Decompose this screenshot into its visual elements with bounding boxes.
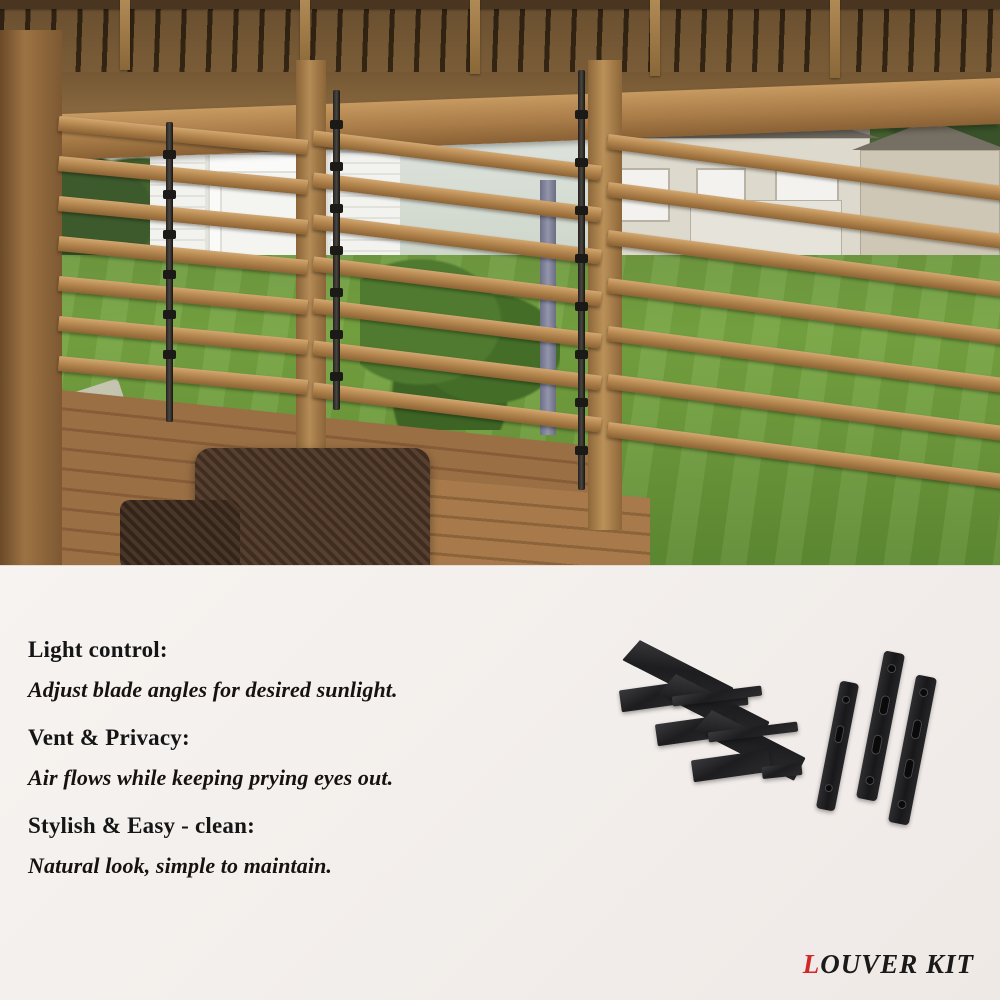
strip-hole (841, 695, 850, 704)
louver-control-rod (578, 70, 585, 490)
strip-slot (903, 758, 916, 779)
louver-rod-clip (575, 206, 588, 215)
louver-rod-clip (575, 158, 588, 167)
rafter (470, 0, 480, 74)
strip-hole (886, 663, 897, 674)
louver-rod-clip (575, 254, 588, 263)
feature-list (28, 637, 588, 901)
louver-rod-clip (575, 350, 588, 359)
strip-hole (824, 783, 833, 792)
strip-slot (910, 719, 923, 740)
rafter (830, 0, 840, 78)
louver-rod-clip (330, 288, 343, 297)
brand-name-rest: OUVER KIT (820, 949, 974, 979)
roof-slats (0, 0, 1000, 72)
feature-detail-light-control: Adjust blade angles for desired sunlight. (28, 677, 398, 702)
louver-rod-clip (575, 302, 588, 311)
strip-hole (897, 799, 908, 810)
louver-rod-clip (163, 230, 176, 239)
louver-rod-clip (330, 246, 343, 255)
louver-rod-clip (163, 310, 176, 319)
feature-heading-stylish-easy-clean: Stylish & Easy - clean: (28, 813, 255, 838)
louver-rod-clip (163, 270, 176, 279)
louver-rod-clip (575, 110, 588, 119)
louver-rod-clip (330, 204, 343, 213)
louver-rod-clip (163, 190, 176, 199)
louver-rod-clip (575, 446, 588, 455)
strip-slot (871, 734, 884, 755)
strip-hole (918, 687, 929, 698)
pergola-post-left (0, 30, 62, 565)
louver-rod-clip (163, 150, 176, 159)
brand-accent-letter: L (802, 949, 821, 979)
louver-rod-clip (330, 372, 343, 381)
feature-heading-vent-privacy: Vent & Privacy: (28, 725, 190, 750)
strip-hole (865, 775, 876, 786)
feature-detail-vent-privacy: Air flows while keeping prying eyes out. (28, 765, 394, 790)
strip-slot (834, 725, 845, 744)
brand-wordmark (803, 949, 974, 980)
louver-rod-clip (575, 398, 588, 407)
rafter (650, 0, 660, 76)
downspout (540, 180, 556, 435)
feature-detail-stylish-easy-clean: Natural look, simple to maintain. (28, 853, 333, 878)
louver-rod-clip (330, 330, 343, 339)
louver-rod-clip (330, 120, 343, 129)
louver-bracket-foot (691, 750, 771, 783)
louver-rod-clip (163, 350, 176, 359)
louver-kit-hardware (612, 633, 972, 923)
pergola-post-middle (296, 60, 326, 490)
rafter (120, 0, 130, 70)
roof-edge (0, 0, 1000, 9)
feature-panel (0, 565, 1000, 1000)
strip-slot (878, 695, 891, 716)
louver-side-strip (816, 680, 859, 811)
feature-heading-light-control: Light control: (28, 637, 168, 662)
wicker-chair-arm (120, 500, 240, 565)
louver-rod-clip (330, 162, 343, 171)
panel-divider (0, 565, 1000, 566)
